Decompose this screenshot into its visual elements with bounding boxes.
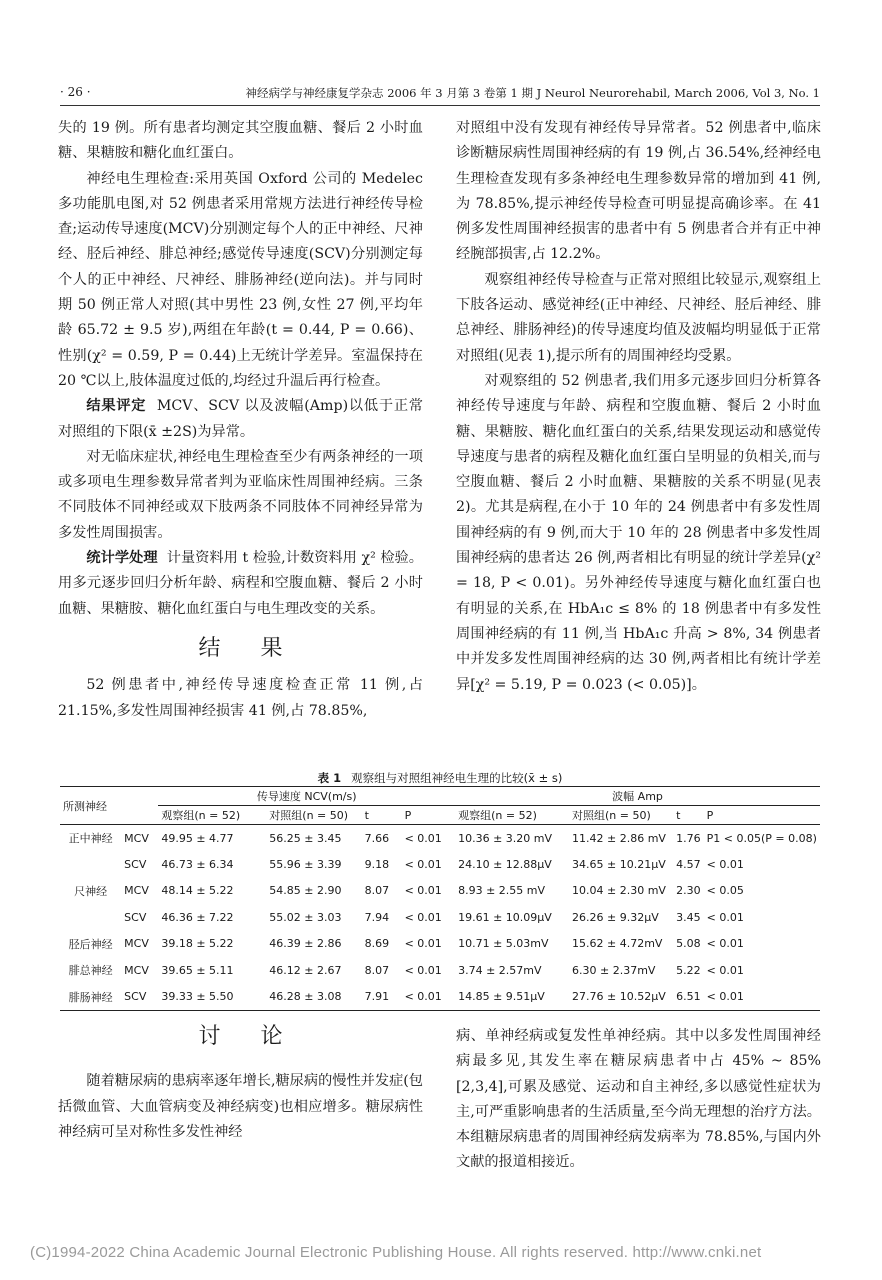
cell-ncv-obs: 39.65 ± 5.11 (161, 963, 234, 977)
cell-ncv-ctrl: 46.12 ± 2.67 (269, 963, 342, 977)
cell-amp-p: < 0.01 (706, 963, 744, 977)
section-heading-discussion: 讨论 (198, 1024, 323, 1049)
copyright-footer: (C)1994-2022 China Academic Journal Electronic Publishing House. All rights reserved. http://www.cnki.net (30, 1244, 762, 1261)
cell-nerve: 腓肠神经 (60, 983, 121, 1010)
cell-ncv-p: < 0.01 (404, 963, 442, 977)
cell-ncv-obs: 48.14 ± 5.22 (161, 884, 234, 898)
table-row (60, 851, 820, 877)
cell-ncv-p: < 0.01 (404, 937, 442, 951)
cell-ncv-obs: 39.18 ± 5.22 (161, 937, 234, 951)
cell-ncv-t: 7.94 (364, 910, 390, 924)
paragraph: 对观察组的 52 例患者,我们用多元逐步回归分析算各神经传导速度与年龄、病程和空腹血糖、餐后 2 小时血糖、果糖胺、糖化血红蛋白的关系,结果发现运动和感觉传导速度与患者的病程及糖化血红蛋白呈明显的负相关,而与空腹血糖、餐后 2 小时血糖、果糖胺的关系不明显(见表 2)。尤其是病程,在小于 10 年的 24 例患者中有多发性周围神经病的有 9 例,而大于 10 年的 28 例患者中多发性周围神经病的患者达 26 例,两者相比有明显的统计学差异(χ² = 18, P < 0.01)。另外神经传导速度与糖化血红蛋白也有明显的关系,在 HbA₁c ≤ 8% 的 18 例患者中有多发性周围神经病的有 11 例,当 HbA₁c 升高 > 8%, 34 例患者中并发多发性周围神经病的达 30 例,两者相比有统计学差异[χ² = 5.19, P = 0.023 (< 0.05)]。 (456, 372, 821, 693)
paragraph (58, 546, 423, 622)
cell-amp-obs: 19.61 ± 10.09μV (458, 910, 552, 924)
paragraph: 52 例患者中,神经传导速度检查正常 11 例,占 21.15%,多发性周围神经损害 41 例,占 78.85%, (58, 677, 423, 719)
cell-ncv-obs: 39.33 ± 5.50 (158, 983, 266, 1010)
paragraph: 神经电生理检查:采用英国 Oxford 公司的 Medelec 多功能肌电图,对 52 例患者采用常规方法进行神经传导检查;运动传导速度(MCV)分别测定每个人的正中神经、尺神经、胫后神经、腓总神经;感觉传导速度(SCV)分别测定每个人的正中神经、尺神经、腓肠神经(逆向法)。并与同时期 50 例正常人对照(其中男性 23 例,女性 27 例,平均年龄 65.72 ± 9.5 岁),两组在年龄(t = 0.44, P = 0.66)、性别(χ² = 0.59, P = 0.44)上无统计学差异。室温保持在 20 ℃以上,肢体温度过低的,均经过升温后再行检查。 (58, 170, 423, 389)
cell-nerve: 胫后神经 (68, 937, 113, 951)
paragraph: 随着糖尿病的患病率逐年增长,糖尿病的慢性并发症(包括微血管、大血管病变及神经病变)也相应增多。糖尿病性神经病可呈对称性多发性神经 (58, 1073, 423, 1140)
paragraph: 失的 19 例。所有患者均测定其空腹血糖、餐后 2 小时血糖、果糖胺和糖化血红蛋白。 (58, 120, 423, 162)
cell-amp-ctrl: 11.42 ± 2.86 mV (572, 831, 666, 845)
cell-ncv-ctrl: 46.28 ± 3.08 (266, 983, 361, 1010)
cell-ncv-p: < 0.01 (404, 884, 442, 898)
table-row (60, 878, 820, 904)
table-subheader-p: P (402, 806, 456, 825)
cell-amp-p: < 0.01 (706, 858, 744, 872)
paragraph-body: MCV、SCV 以及波幅(Amp)以低于正常对照组的下限(x̄ ±2S)为异常。 (58, 398, 423, 440)
cell-ncv-ctrl: 46.39 ± 2.86 (269, 937, 342, 951)
cell-amp-p: < 0.01 (706, 910, 744, 924)
cell-type: SCV (121, 983, 158, 1010)
table-row (60, 904, 820, 930)
cell-ncv-p: < 0.01 (404, 910, 442, 924)
cell-ncv-t: 9.18 (364, 858, 390, 872)
cell-nerve: 尺神经 (74, 884, 108, 898)
paragraph-body: 计量资料用 t 检验,计数资料用 χ² 检验。用多元逐步回归分析年龄、病程和空腹血糖、餐后 2 小时血糖、果糖胺、糖化血红蛋白与电生理改变的关系。 (58, 550, 423, 617)
cell-ncv-obs: 49.95 ± 4.77 (161, 831, 234, 845)
cell-ncv-ctrl: 55.02 ± 3.03 (269, 910, 342, 924)
cell-ncv-t: 7.91 (362, 983, 402, 1010)
table-subheader-t: t (362, 806, 402, 825)
table-row (60, 957, 820, 983)
table-caption (60, 770, 820, 786)
cell-amp-t: 6.51 (673, 983, 704, 1010)
cell-amp-t: 5.08 (676, 937, 701, 951)
paragraph-label: 结果评定 (86, 398, 147, 415)
cell-ncv-t: 8.07 (364, 884, 390, 898)
cell-amp-obs: 8.93 ± 2.55 mV (458, 884, 546, 898)
cell-ncv-obs: 46.73 ± 6.34 (161, 858, 234, 872)
cell-type: SCV (124, 910, 147, 924)
cell-ncv-ctrl: 54.85 ± 2.90 (269, 884, 342, 898)
left-column-top (58, 116, 423, 724)
cell-type: MCV (124, 937, 149, 951)
right-column-top (456, 116, 821, 698)
cell-nerve (60, 904, 121, 930)
table-caption-label: 表 1 (317, 771, 342, 785)
cell-nerve: 正中神经 (68, 832, 113, 846)
left-column-bottom (58, 1024, 423, 1145)
table-row (60, 931, 820, 957)
table-nerve-electrophysiology (60, 786, 820, 1011)
table-header-nerve: 所测神经 (60, 787, 158, 825)
cell-amp-ctrl: 15.62 ± 4.72mV (572, 937, 663, 951)
paragraph-label: 统计学处理 (86, 550, 158, 567)
cell-amp-p: < 0.05 (706, 884, 744, 898)
running-head (60, 85, 820, 106)
cell-amp-obs: 10.71 ± 5.03mV (458, 937, 549, 951)
cell-amp-ctrl: 27.76 ± 10.52μV (569, 983, 673, 1010)
cell-amp-t: 3.45 (676, 910, 701, 924)
cell-amp-ctrl: 26.26 ± 9.32μV (572, 910, 659, 924)
paragraph: 病、单神经病或复发性单神经病。其中以多发性周围神经病最多见,其发生率在糖尿病患者中占 45% ~ 85%[2,3,4],可累及感觉、运动和自主神经,多以感觉性症状为主,可严重影响患者的生活质量,至今尚无理想的治疗方法。本组糖尿病患者的周围神经病发病率为 78.85%,与国内外文献的报道相接近。 (456, 1028, 821, 1171)
cell-ncv-ctrl: 55.96 ± 3.39 (269, 858, 342, 872)
paragraph: 对照组中没有发现有神经传导异常者。52 例患者中,临床诊断糖尿病性周围神经病的有 19 例,占 36.54%,经神经电生理检查发现有多条神经电生理参数异常的增加到 41 例,为 78.85%,提示神经传导检查可明显提高确诊率。在 41 例多发性周围神经损害的患者中有 5 例患者合并有正中神经腕部损害,占 12.2%。 (456, 120, 821, 263)
cell-ncv-t: 8.07 (364, 963, 390, 977)
cell-type: MCV (124, 831, 149, 845)
cell-amp-ctrl: 34.65 ± 10.21μV (572, 858, 666, 872)
journal-citation: 神经病学与神经康复学杂志 2006 年 3 月第 3 卷第 1 期 J Neurol Neurorehabil, March 2006, Vol 3, No. 1 (245, 86, 820, 100)
cell-type: MCV (124, 963, 149, 977)
cell-amp-ctrl: 6.30 ± 2.37mV (572, 963, 656, 977)
cell-type: MCV (124, 884, 149, 898)
table-header-amp: 波幅 Amp (455, 787, 820, 806)
cell-amp-p: < 0.01 (704, 983, 820, 1010)
table-subheader-obs: 观察组(n = 52) (158, 806, 266, 825)
table-subheader-obs: 观察组(n = 52) (455, 806, 569, 825)
cell-amp-t: 1.76 (676, 831, 701, 845)
page-number: · 26 · (60, 85, 91, 99)
table-subheader-p: P (704, 806, 820, 825)
cell-ncv-p: < 0.01 (402, 983, 456, 1010)
section-heading-results: 结果 (198, 635, 323, 661)
cell-amp-t: 4.57 (676, 858, 701, 872)
cell-amp-p: P1 < 0.05(P = 0.08) (706, 831, 817, 845)
cell-amp-obs: 14.85 ± 9.51μV (455, 983, 569, 1010)
cell-amp-t: 5.22 (676, 963, 701, 977)
table-row (60, 983, 820, 1010)
cell-type: SCV (124, 858, 147, 872)
right-column-bottom (456, 1024, 821, 1176)
cell-ncv-obs: 46.36 ± 7.22 (161, 910, 234, 924)
cell-ncv-t: 7.66 (364, 831, 390, 845)
cell-ncv-t: 8.69 (364, 937, 390, 951)
cell-nerve (60, 851, 121, 877)
table-subheader-ctrl: 对照组(n = 50) (266, 806, 361, 825)
table-subheader-ctrl: 对照组(n = 50) (569, 806, 673, 825)
cell-ncv-p: < 0.01 (404, 831, 442, 845)
cell-amp-obs: 24.10 ± 12.88μV (458, 858, 552, 872)
table-header-ncv: 传导速度 NCV(m/s) (158, 787, 455, 806)
cell-ncv-ctrl: 56.25 ± 3.45 (269, 831, 342, 845)
cell-nerve: 腓总神经 (68, 964, 113, 978)
table-subheader-t: t (673, 806, 704, 825)
cell-amp-ctrl: 10.04 ± 2.30 mV (572, 884, 666, 898)
table-row (60, 825, 820, 852)
cell-amp-p: < 0.01 (706, 937, 744, 951)
paragraph (58, 394, 423, 445)
cell-ncv-p: < 0.01 (404, 858, 442, 872)
paragraph: 对无临床症状,神经电生理检查至少有两条神经的一项或多项电生理参数异常者判为亚临床性周围神经病。三条不同肢体不同神经或双下肢两条不同肢体不同神经异常为多发性周围损害。 (58, 448, 423, 541)
cell-amp-obs: 10.36 ± 3.20 mV (458, 831, 553, 845)
table-caption-text: 观察组与对照组神经电生理的比较(x̄ ± s) (351, 771, 563, 785)
cell-amp-obs: 3.74 ± 2.57mV (458, 963, 542, 977)
paragraph: 观察组神经传导检查与正常对照组比较显示,观察组上下肢各运动、感觉神经(正中神经、尺神经、胫后神经、腓总神经、腓肠神经)的传导速度均值及波幅均明显低于正常对照组(见表 1),提示所有的周围神经均受累。 (456, 271, 821, 364)
cell-amp-t: 2.30 (676, 884, 701, 898)
